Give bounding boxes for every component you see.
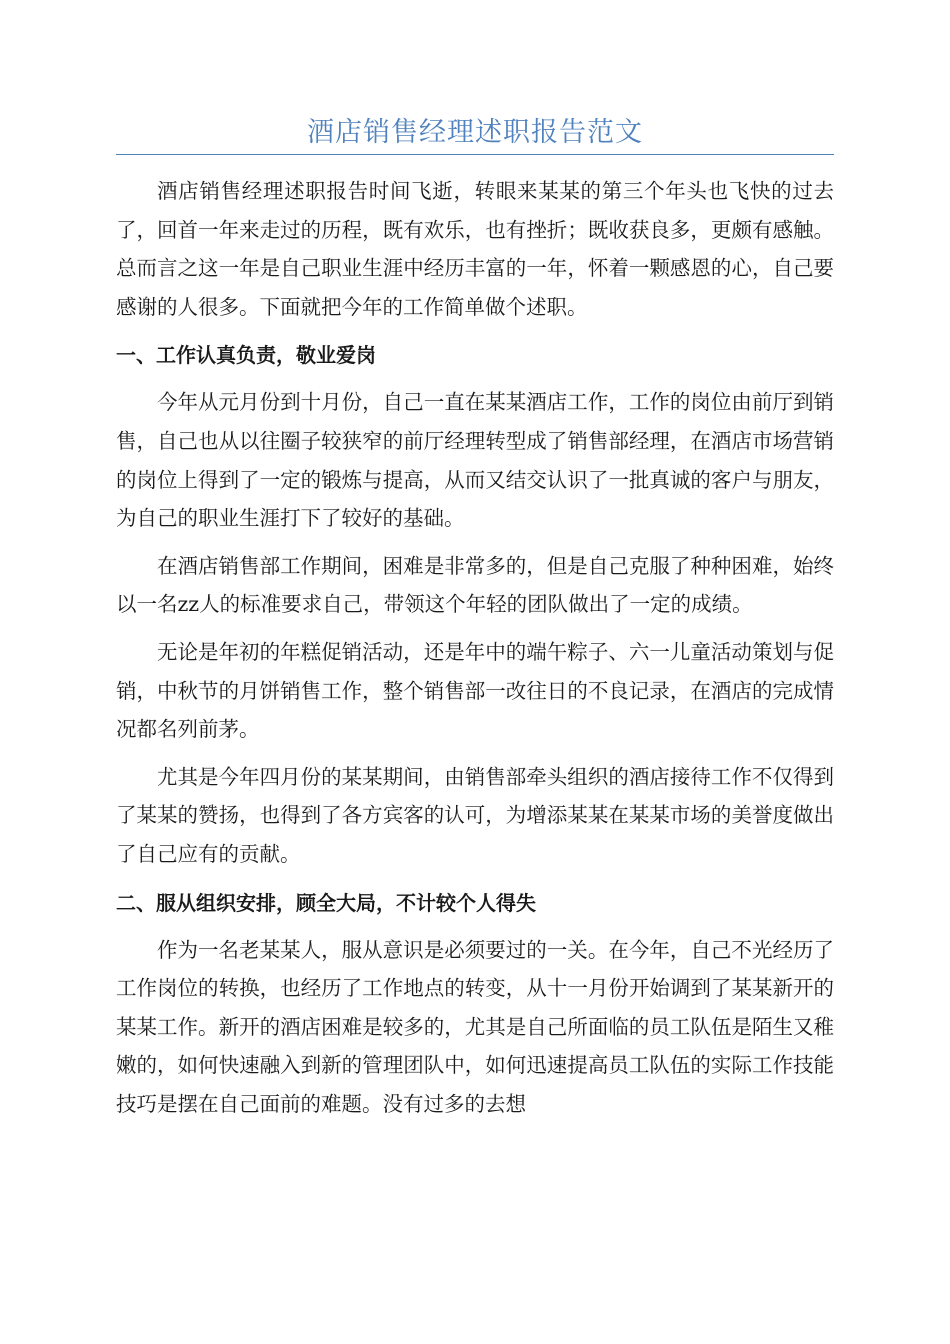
section-1-heading: 一、工作认真负责，敬业爱岗 [116,343,376,368]
document-body [116,172,834,1132]
section-2-paragraph-1: 作为一名老某某人，服从意识是必须要过的一关。在今年，自己不光经历了工作岗位的转换，也经历了工作地点的转变，从十一月份开始调到了某某新开的某某工作。新开的酒店困难是较多的，尤其是自己所面临的员工队伍是陌生又稚嫩的，如何快速融入到新的管理团队中，如何迅速提高员工队伍的实际工作技能技巧是摆在自己面前的难题。没有过多的去想 [116,937,834,1116]
section-1-paragraph-1: 今年从元月份到十月份，自己一直在某某酒店工作，工作的岗位由前厅到销售，自己也从以往圈子较狭窄的前厅经理转型成了销售部经理，在酒店市场营销的岗位上得到了一定的锻炼与提高，从而又结交认识了一批真诚的客户与朋友，为自己的职业生涯打下了较好的基础。 [116,390,834,531]
section-1-paragraph-2: 在酒店销售部工作期间，困难是非常多的，但是自己克服了种种困难，始终以一名zz人的标准要求自己，带领这个年轻的团队做出了一定的成绩。 [116,553,834,617]
section-2-heading: 二、服从组织安排，顾全大局，不计较个人得失 [116,890,536,915]
document-title: 酒店销售经理述职报告范文 [307,117,643,148]
title-underline [116,154,834,155]
intro-paragraph: 酒店销售经理述职报告时间飞逝，转眼来某某的第三个年头也飞快的过去了，回首一年来走过的历程，既有欢乐，也有挫折；既收获良多，更颇有感触。总而言之这一年是自己职业生涯中经历丰富的一年，怀着一颗感恩的心，自己要感谢的人很多。下面就把今年的工作简单做个述职。 [116,179,834,319]
section-1-paragraph-3: 无论是年初的年糕促销活动，还是年中的端午粽子、六一儿童活动策划与促销，中秋节的月饼销售工作，整个销售部一改往日的不良记录，在酒店的完成情况都名列前茅。 [116,639,834,742]
section-1-paragraph-4: 尤其是今年四月份的某某期间，由销售部牵头组织的酒店接待工作不仅得到了某某的赞扬，也得到了各方宾客的认可，为增添某某在某某市场的美誉度做出了自己应有的贡献。 [116,764,834,866]
